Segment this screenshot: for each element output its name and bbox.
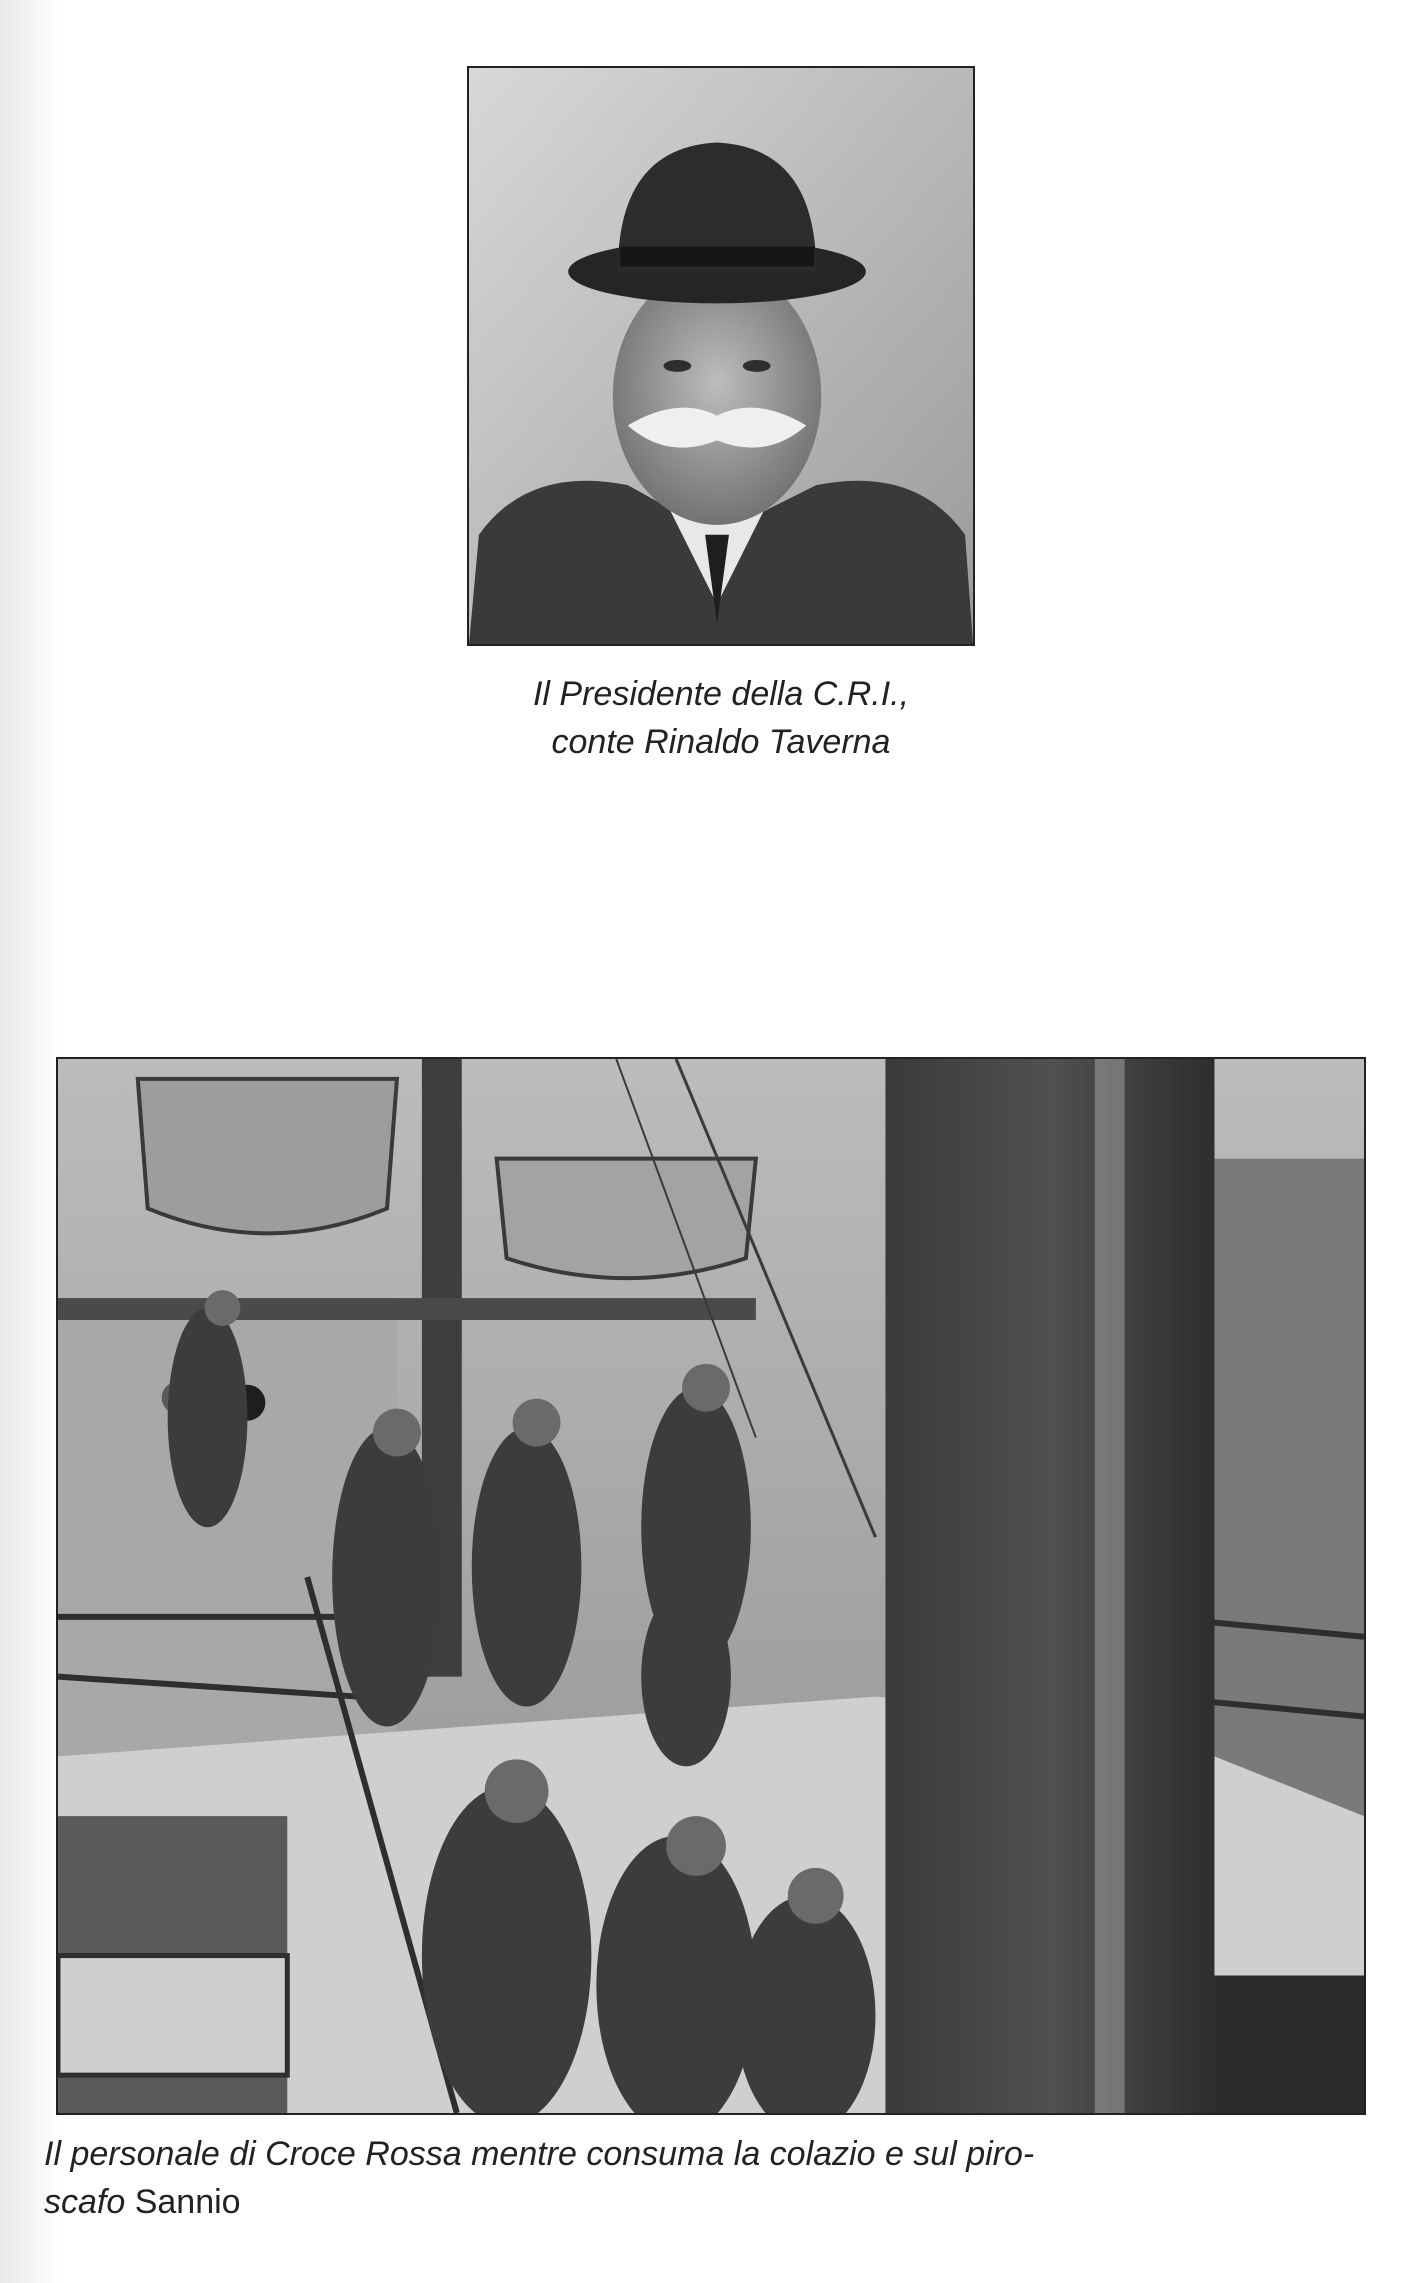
portrait-caption-line-1: Il Presidente della C.R.I., — [532, 675, 910, 713]
portrait-photo-illustration — [469, 68, 973, 644]
portrait-photo — [467, 66, 975, 646]
ship-caption-line-2 — [44, 2178, 1374, 2226]
portrait-caption-line-2: conte Rinaldo Taverna — [551, 723, 891, 761]
ship-caption-line-1: Il personale di Croce Rossa mentre consuma la colazio e sul piro- — [44, 2135, 1035, 2173]
ship-caption-line-2-upright: Sannio — [134, 2183, 241, 2221]
page-gutter-shadow — [0, 0, 60, 2283]
ship-photo-caption — [44, 2130, 1374, 2226]
ship-deck-photo — [56, 1057, 1366, 2115]
ship-deck-photo-illustration — [58, 1059, 1364, 2113]
portrait-caption — [467, 670, 975, 766]
ship-caption-line-2-italic: scafo — [44, 2183, 126, 2221]
